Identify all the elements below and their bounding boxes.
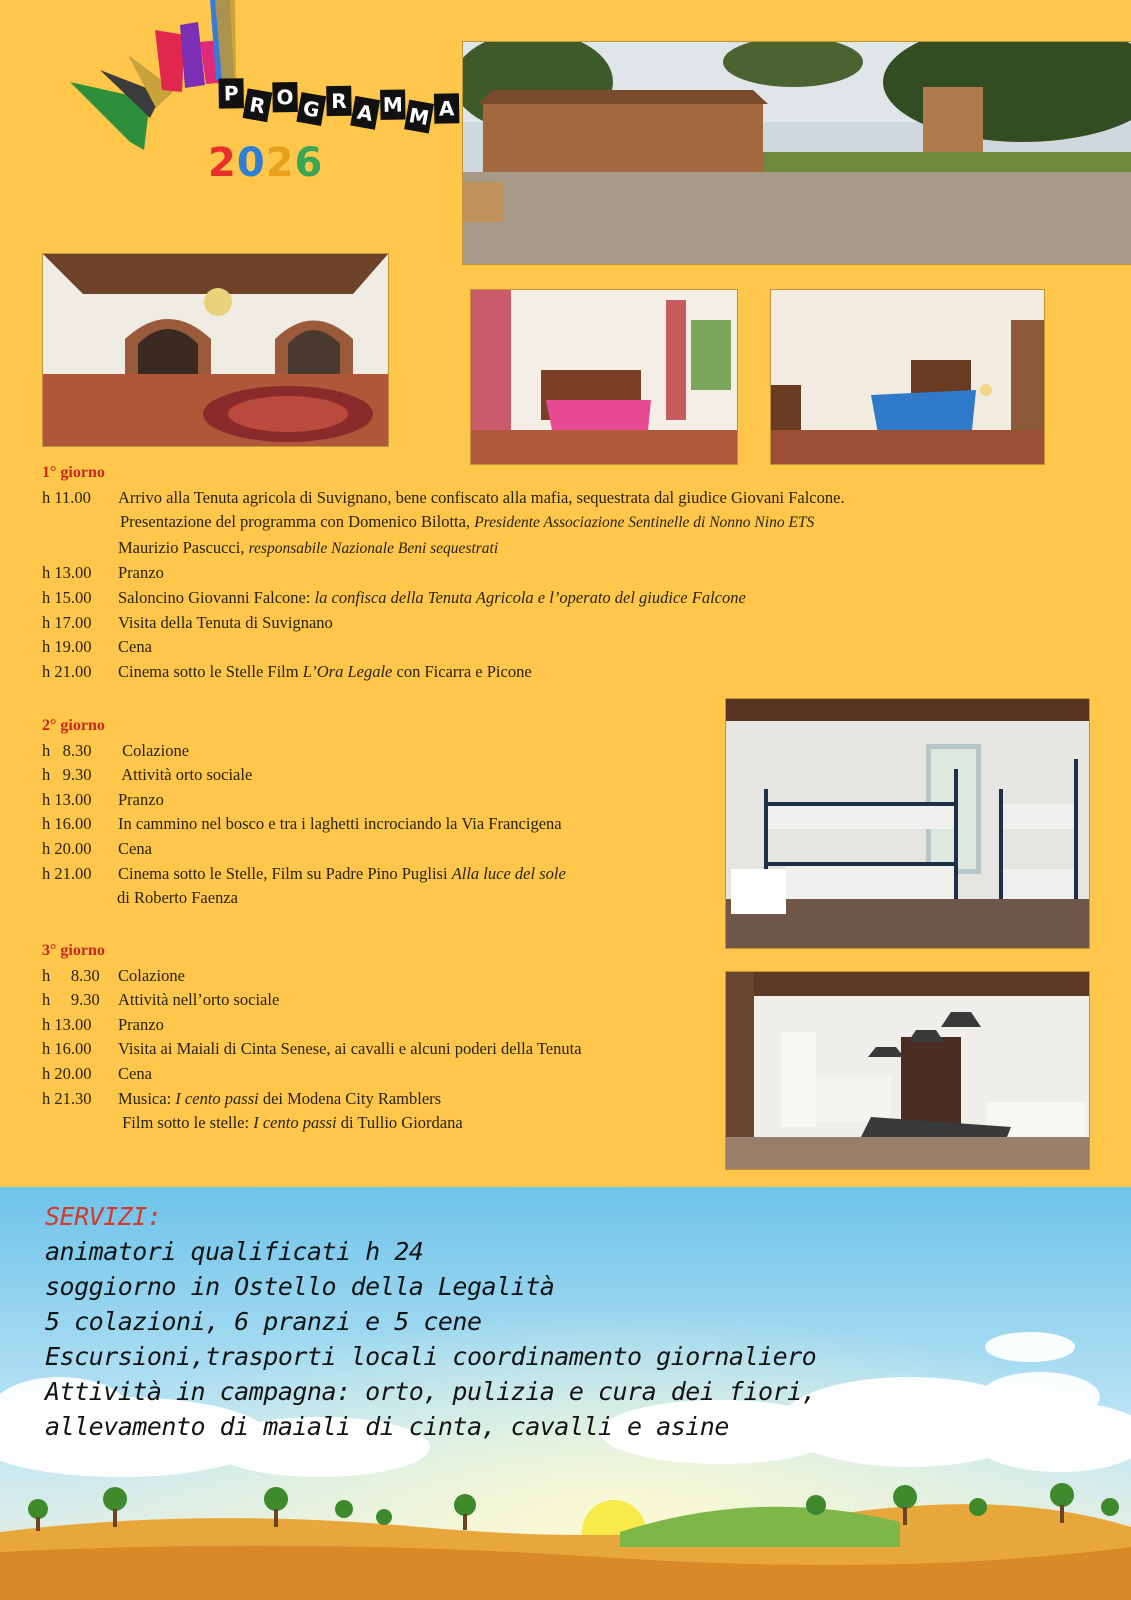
service-line: soggiorno in Ostello della Legalità	[45, 1272, 555, 1301]
day-title: 1° giorno	[42, 464, 105, 481]
schedule-item: h 8.30 Colazione	[42, 965, 185, 985]
schedule-item: h 13.00 Pranzo	[42, 789, 164, 809]
schedule-item: h 15.00 Saloncino Giovanni Falcone: la confisca della Tenuta Agricola e l’operato del giudice Falcone	[42, 587, 746, 607]
logo-year-digit: 2	[265, 140, 295, 186]
service-line: Escursioni,trasporti locali coordinamento giornaliero	[45, 1342, 817, 1371]
logo-year-digit: 6	[294, 140, 324, 186]
schedule-item: Film sotto le stelle: I cento passi di Tullio Giordana	[118, 1113, 463, 1133]
programma-logo	[70, 0, 455, 190]
schedule-item: h 17.00 Visita della Tenuta di Suvignano	[42, 612, 333, 632]
bunk-beds-dormitory-photo	[725, 698, 1090, 949]
schedule-item: h 20.00 Cena	[42, 1063, 152, 1083]
day-3-schedule	[42, 939, 722, 1136]
schedule-item: h 21.30 Musica: I cento passi dei Modena City Ramblers	[42, 1088, 442, 1108]
logo-year-digit: 0	[236, 140, 266, 186]
schedule-item: h 13.00 Pranzo	[42, 563, 164, 583]
service-line: animatori qualificati h 24	[45, 1237, 424, 1266]
schedule-item: h 9.30 Attività nell’orto sociale	[42, 990, 280, 1010]
logo-word: P R O G R A M M A	[217, 84, 462, 131]
bedroom-pink-photo	[470, 289, 738, 465]
schedule-item: h 21.00 Cinema sotto le Stelle Film L’Ora Legale con Ficarra e Picone	[42, 661, 532, 681]
schedule-item: h 8.30 Colazione	[42, 740, 190, 760]
arched-hall-photo	[42, 253, 389, 447]
day-1-schedule	[42, 461, 845, 684]
schedule-item: di Roberto Faenza	[117, 888, 238, 908]
logo-year	[208, 140, 323, 186]
schedule-item: h 9.30 Attività orto sociale	[42, 765, 253, 785]
service-line: 5 colazioni, 6 pranzi e 5 cene	[45, 1307, 482, 1336]
services-title: SERVIZI:	[45, 1202, 162, 1231]
service-line: allevamento di maiali di cinta, cavalli e asine	[45, 1412, 729, 1441]
schedule-item: Maurizio Pascucci, responsabile Nazionale Beni sequestrati	[118, 537, 499, 557]
schedule-item: h 19.00 Cena	[42, 637, 152, 657]
bedroom-blue-photo	[770, 289, 1045, 465]
services-section	[0, 1187, 1131, 1600]
estate-exterior-photo	[462, 41, 1131, 265]
schedule-item: h 21.00 Cinema sotto le Stelle, Film su Padre Pino Puglisi Alla luce del sole	[42, 863, 566, 883]
schedule-item: h 16.00 In cammino nel bosco e tra i laghetti incrociando la Via Francigena	[42, 814, 562, 834]
services-list	[45, 1199, 816, 1444]
logo-year-digit: 2	[208, 140, 237, 186]
service-line: Attività in campagna: orto, pulizia e cura dei fiori,	[45, 1377, 817, 1406]
schedule-item: Presentazione del programma con Domenico Bilotta, Presidente Associazione Sentinelle di Nonno Nino ETS	[120, 512, 815, 532]
schedule-item: h 20.00 Cena	[42, 838, 152, 858]
schedule-item: h 13.00 Pranzo	[42, 1014, 164, 1034]
day-title: 2° giorno	[42, 717, 105, 734]
schedule-item: h 16.00 Visita ai Maiali di Cinta Senese, ai cavalli e alcuni poderi della Tenuta	[42, 1039, 582, 1059]
day-2-schedule	[42, 714, 722, 911]
kitchen-dining-photo	[725, 971, 1090, 1170]
day-title: 3° giorno	[42, 942, 105, 959]
schedule-item: h 11.00 Arrivo alla Tenuta agricola di Suvignano, bene confiscato alla mafia, sequestrata dal giudice Giovani Falcone.	[42, 487, 845, 507]
